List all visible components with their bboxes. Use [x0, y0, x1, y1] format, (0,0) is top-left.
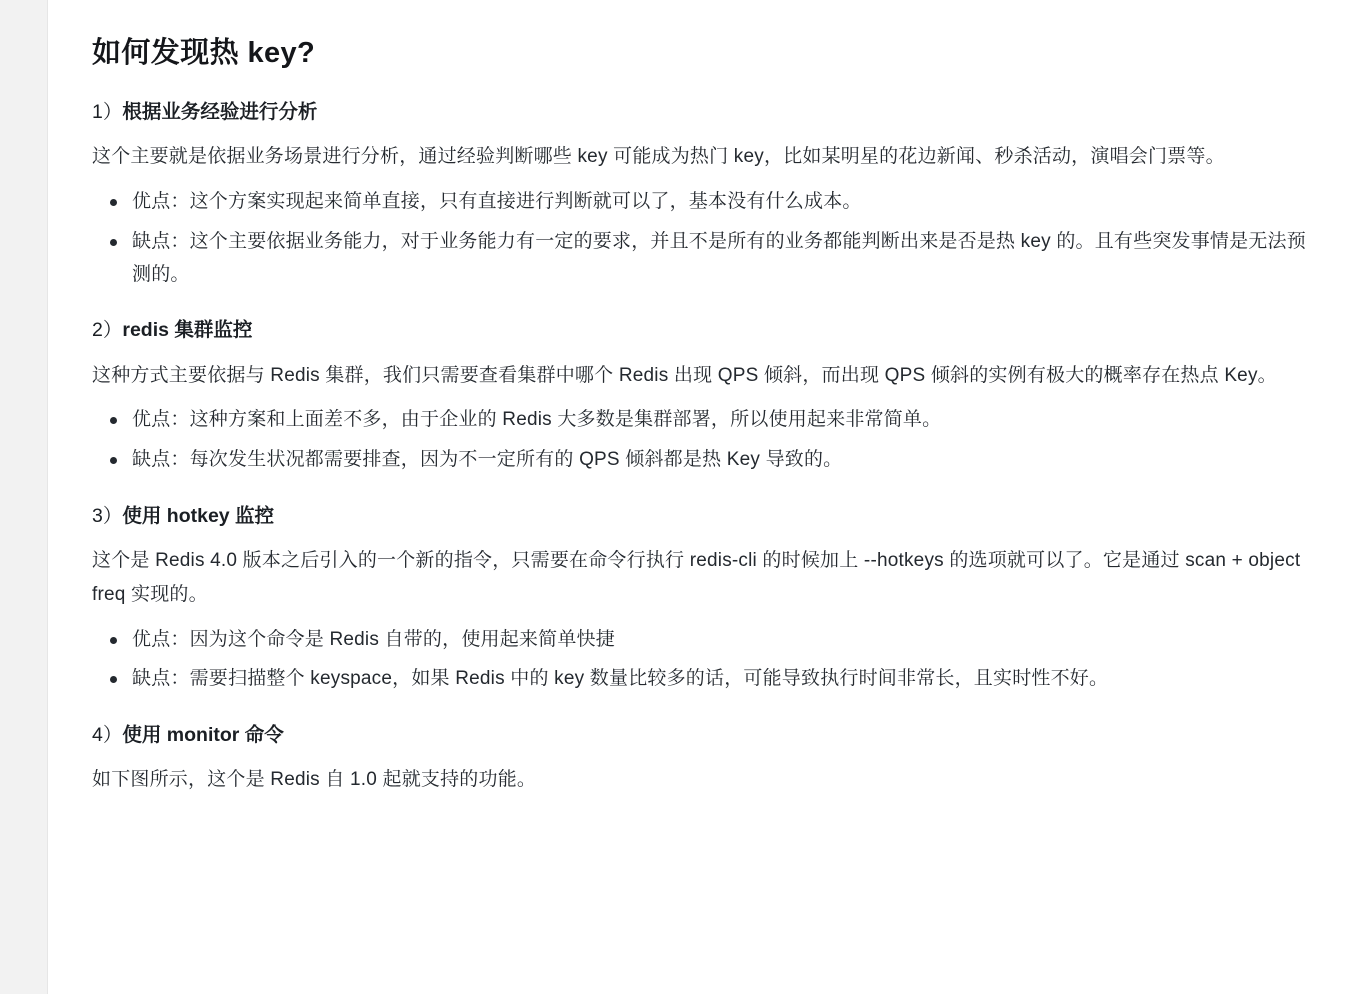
page-title: 如何发现热 key?	[92, 37, 316, 69]
list-item: 优点：这种方案和上面差不多，由于企业的 Redis 大多数是集群部署，所以使用起来非常简单。	[130, 404, 1311, 437]
document-content	[48, 0, 1355, 994]
section-bullets-1	[92, 186, 1311, 291]
section-number-3: 3）	[92, 504, 123, 527]
section-paragraph-4: 如下图所示，这个是 Redis 自 1.0 起就支持的功能。	[92, 769, 537, 791]
section-heading-text-4: 使用 monitor 命令	[122, 723, 284, 746]
list-item: 缺点：每次发生状况都需要排查，因为不一定所有的 QPS 倾斜都是热 Key 导致的。	[130, 444, 1311, 477]
list-item: 优点：这个方案实现起来简单直接，只有直接进行判断就可以了，基本没有什么成本。	[130, 186, 1311, 219]
section-heading-2	[92, 317, 1311, 344]
section-heading-text-1: 根据业务经验进行分析	[122, 101, 318, 124]
section-bullets-3	[92, 624, 1311, 696]
section-paragraph-2: 这种方式主要依据与 Redis 集群，我们只需要查看集群中哪个 Redis 出现 QPS 倾斜，而出现 QPS 倾斜的实例有极大的概率存在热点 Key。	[92, 364, 1277, 386]
section-paragraph-1: 这个主要就是依据业务场景进行分析，通过经验判断哪些 key 可能成为热门 key，比如某明星的花边新闻、秒杀活动，演唱会门票等。	[92, 146, 1225, 168]
section-number-1: 1）	[92, 101, 123, 124]
section-number-2: 2）	[92, 319, 123, 342]
list-item: 缺点：需要扫描整个 keyspace，如果 Redis 中的 key 数量比较多的话，可能导致执行时间非常长，且实时性不好。	[130, 663, 1311, 696]
section-heading-4	[92, 722, 1311, 749]
list-item: 缺点：这个主要依据业务能力，对于业务能力有一定的要求，并且不是所有的业务都能判断出来是否是热 key 的。且有些突发事情是无法预测的。	[130, 226, 1311, 291]
section-number-4: 4）	[92, 723, 123, 746]
section-heading-text-2: redis 集群监控	[122, 319, 253, 342]
section-heading-1	[92, 99, 1311, 126]
section-paragraph-3: 这个是 Redis 4.0 版本之后引入的一个新的指令，只需要在命令行执行 redis-cli 的时候加上 --hotkeys 的选项就可以了。它是通过 scan + object freq 实现的。	[92, 550, 1301, 605]
left-gutter	[0, 0, 48, 994]
section-bullets-2	[92, 404, 1311, 476]
section-heading-text-3: 使用 hotkey 监控	[122, 504, 275, 527]
list-item: 优点：因为这个命令是 Redis 自带的，使用起来简单快捷	[130, 624, 1311, 657]
section-heading-3	[92, 503, 1311, 530]
bottom-spacer	[92, 809, 1311, 839]
